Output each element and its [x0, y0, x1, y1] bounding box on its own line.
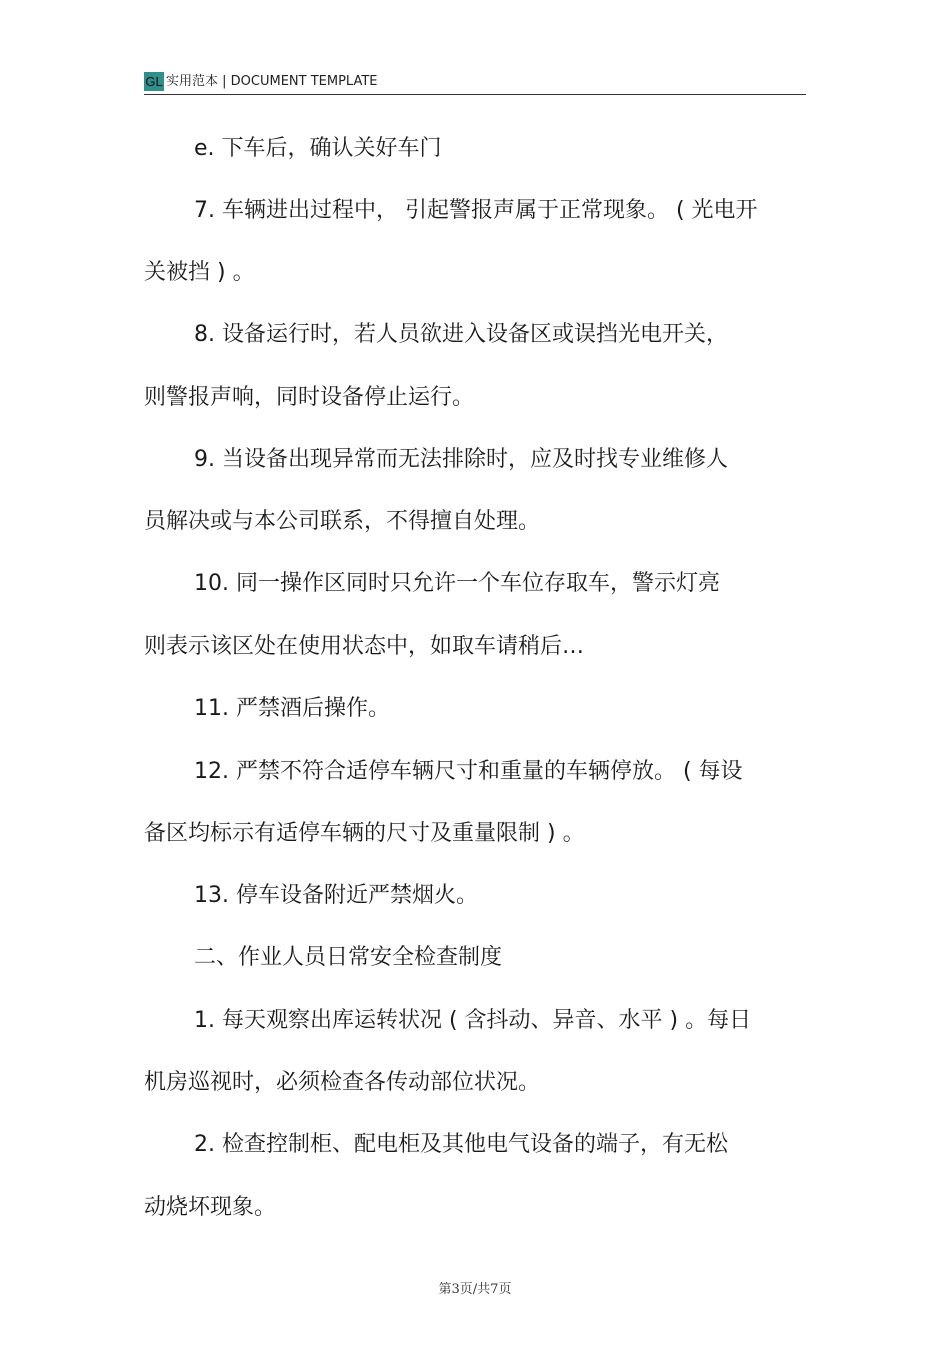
body-line: 备区均标示有适停车辆的尺寸及重量限制 ) 。	[144, 821, 585, 846]
body-line: 关被挡 ) 。	[144, 260, 255, 285]
body-line: e. 下车后，确认关好车门	[194, 136, 442, 161]
body-line: 2. 检查控制柜、配电柜及其他电气设备的端子，有无松	[194, 1132, 728, 1157]
header-title: 实用范本 | DOCUMENT TEMPLATE	[166, 74, 378, 89]
body-line: 则警报声响，同时设备停止运行。	[144, 385, 475, 410]
body-line: 8. 设备运行时，若人员欲进入设备区或误挡光电开关，	[194, 322, 728, 347]
body-line: 7. 车辆进出过程中， 引起警报声属于正常现象。 ( 光电开	[194, 198, 758, 223]
body-line: 则表示该区处在使用状态中，如取车请稍后…	[144, 634, 585, 659]
gl-logo: GL	[145, 74, 163, 89]
body-line: 1. 每天观察出库运转状况 ( 含抖动、异音、水平 ) 。每日	[194, 1008, 752, 1033]
body-line: 11. 严禁酒后操作。	[194, 696, 390, 721]
page-number: 第3页/共7页	[438, 1282, 512, 1297]
body-line: 10. 同一操作区同时只允许一个车位存取车，警示灯亮	[194, 571, 720, 596]
body-line: 12. 严禁不符合适停车辆尺寸和重量的车辆停放。 ( 每设	[194, 759, 743, 784]
body-line: 9. 当设备出现异常而无法排除时，应及时找专业维修人	[194, 447, 728, 472]
section-heading: 二、作业人员日常安全检查制度	[194, 945, 503, 970]
page-header	[144, 70, 806, 95]
body-line: 13. 停车设备附近严禁烟火。	[194, 883, 478, 908]
body-line: 机房巡视时，必须检查各传动部位状况。	[144, 1070, 541, 1095]
body-line: 员解决或与本公司联系，不得擅自处理。	[144, 509, 541, 534]
body-line: 动烧坏现象。	[144, 1195, 277, 1220]
